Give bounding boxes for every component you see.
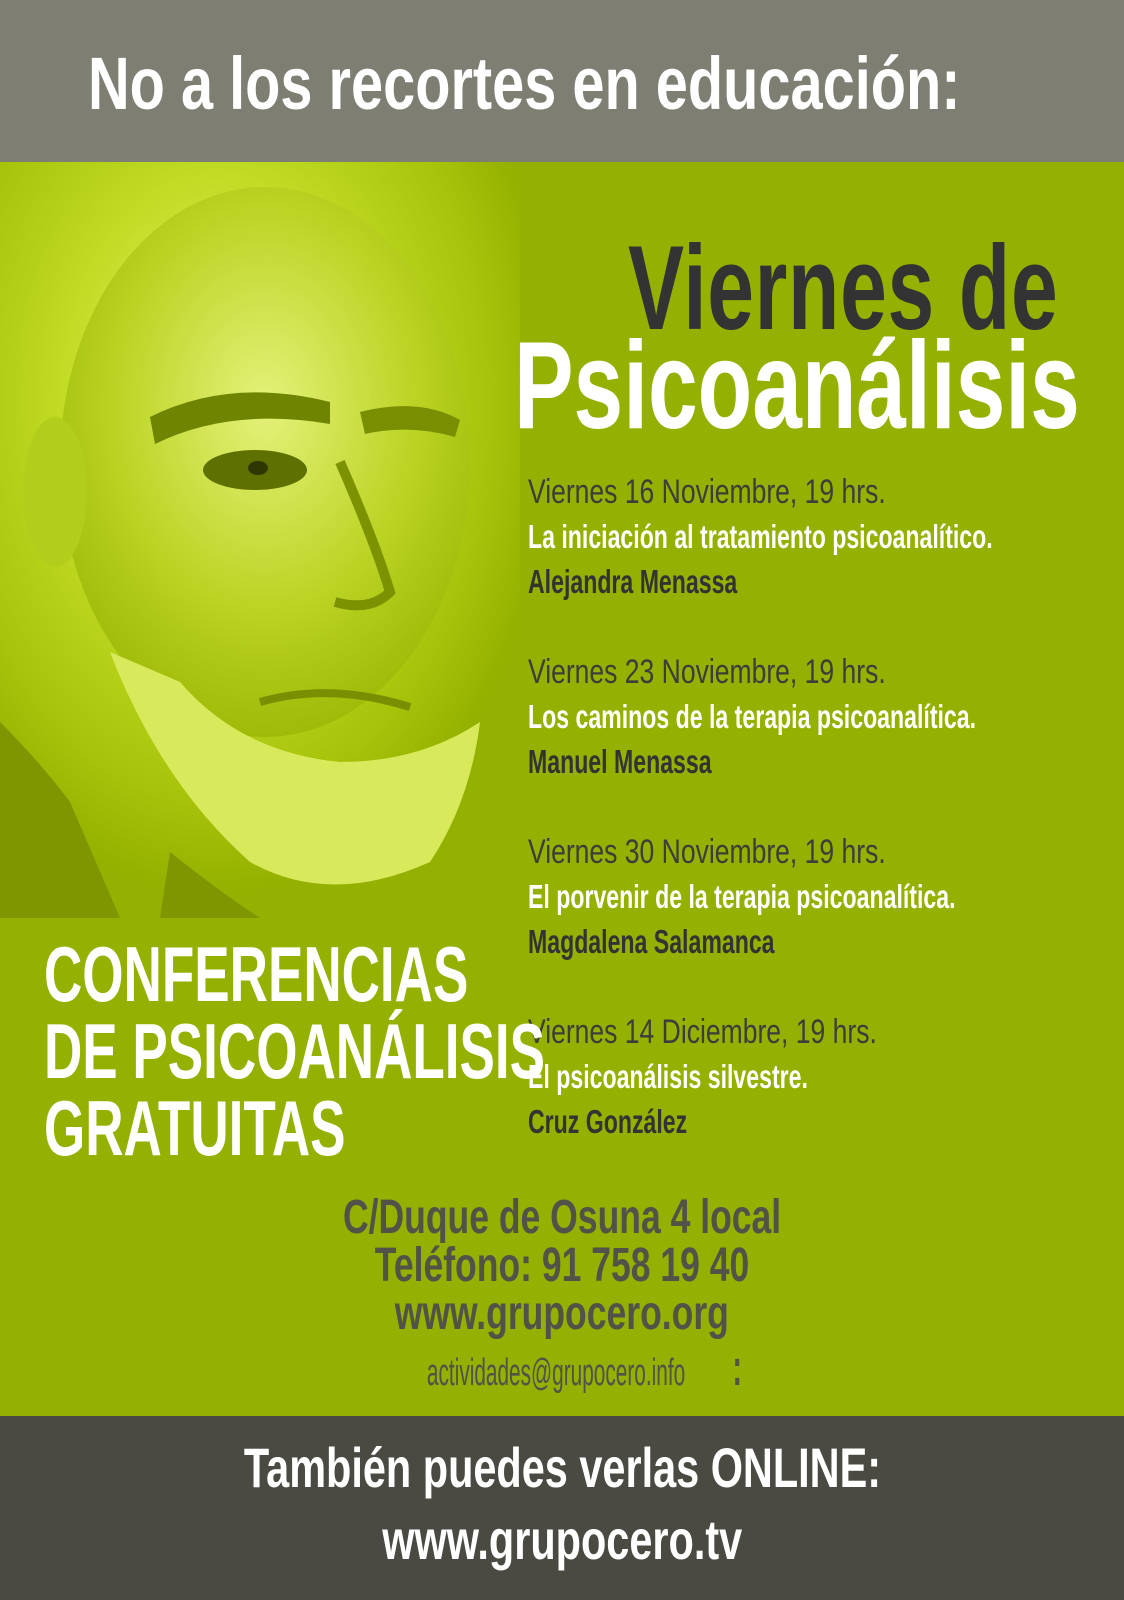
contact-website-link[interactable]: www.grupocero.org bbox=[394, 1287, 730, 1340]
headline-line-1: Viernes de bbox=[628, 221, 1059, 355]
event-speaker: Magdalena Salamanca bbox=[528, 923, 775, 960]
contact-address-text: C/Duque de Osuna 4 local bbox=[342, 1191, 782, 1244]
portrait-photo bbox=[0, 162, 520, 918]
online-link bbox=[0, 1508, 1124, 1572]
event-talk-title: Los caminos de la terapia psicoanalítica. bbox=[528, 698, 977, 735]
event-talk-title: El psicoanálisis silvestre. bbox=[528, 1058, 808, 1095]
conferences-heading bbox=[44, 930, 781, 1172]
contact-email bbox=[0, 1339, 1124, 1397]
conferences-line-1: CONFERENCIAS bbox=[44, 930, 469, 1018]
online-notice-text: También puedes verlas ONLINE: bbox=[243, 1436, 881, 1499]
contact-email-link[interactable]: actividades@grupocero.info bbox=[426, 1352, 685, 1394]
top-banner bbox=[0, 0, 1124, 162]
online-link-text[interactable]: www.grupocero.tv bbox=[382, 1508, 742, 1571]
online-notice bbox=[0, 1436, 1124, 1500]
event-talk-title: El porvenir de la terapia psicoanalítica. bbox=[528, 878, 956, 915]
event-date: Viernes 16 Noviembre, 19 hrs. bbox=[528, 473, 886, 511]
contact-address bbox=[0, 1192, 1124, 1244]
event-speaker: Manuel Menassa bbox=[528, 743, 712, 780]
contact-website bbox=[0, 1288, 1124, 1340]
event-date: Viernes 30 Noviembre, 19 hrs. bbox=[528, 833, 886, 871]
contact-email-wrap bbox=[381, 1339, 743, 1397]
conferences-line-2: DE PSICOANÁLISIS bbox=[44, 1007, 546, 1095]
event-item bbox=[528, 650, 1124, 784]
event-date: Viernes 23 Noviembre, 19 hrs. bbox=[528, 653, 886, 691]
headline-line-2: Psicoanálisis bbox=[514, 317, 1080, 455]
conferences-line-3: GRATUITAS bbox=[44, 1084, 346, 1172]
event-date: Viernes 14 Diciembre, 19 hrs. bbox=[528, 1013, 877, 1051]
top-banner-title: No a los recortes en educación: bbox=[88, 42, 961, 125]
event-speaker: Alejandra Menassa bbox=[528, 563, 738, 600]
event-speaker: Cruz González bbox=[528, 1103, 688, 1140]
contact-email-colon: : bbox=[731, 1339, 742, 1397]
event-item bbox=[528, 470, 1124, 604]
contact-phone-text: Teléfono: 91 758 19 40 bbox=[374, 1239, 750, 1292]
contact-phone bbox=[0, 1240, 1124, 1292]
event-talk-title: La iniciación al tratamiento psicoanalítico. bbox=[528, 518, 993, 555]
